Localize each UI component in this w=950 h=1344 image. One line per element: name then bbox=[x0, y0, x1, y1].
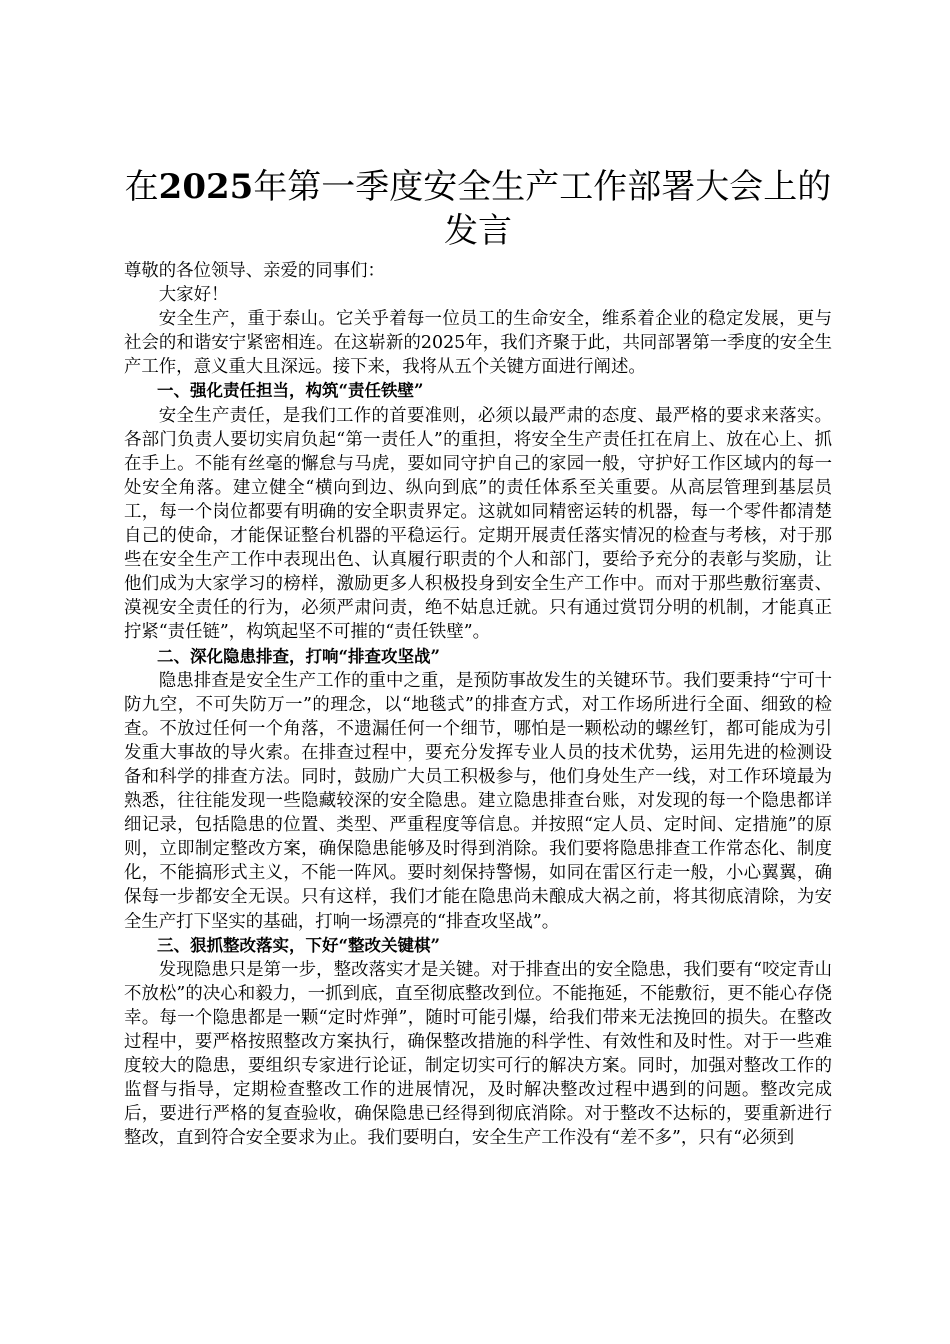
document-title bbox=[124, 165, 832, 253]
intro-paragraph: 安全生产，重于泰山。它关乎着每一位员工的生命安全，维系着企业的稳定发展，更与社会的和谐安宁紧密相连。在这崭新的2025年，我们齐聚于此，共同部署第一季度的安全生产工作，意义重大且深远。接下来，我将从五个关键方面进行阐述。 bbox=[124, 309, 832, 378]
section-heading-3: 三、狠抓整改落实，下好“整改关键棋” bbox=[157, 935, 440, 955]
document-page bbox=[124, 165, 832, 1150]
section-body-1: 安全生产责任，是我们工作的首要准则，必须以最严肃的态度、最严格的要求来落实。各部门负责人要切实肩负起“第一责任人”的重担，将安全生产责任扛在肩上、放在心上、抓在手上。不能有丝毫的懈怠与马虎，要如同守护自己的家园一般，守护好工作区域内的每一处安全角落。建立健全“横向到边、纵向到底”的责任体系至关重要。从高层管理到基层员工，每一个岗位都要有明确的安全职责界定。这就如同精密运转的机器，每一个零件都清楚自己的使命，才能保证整台机器的平稳运行。定期开展责任落实情况的检查与考核，对于那些在安全生产工作中表现出色、认真履行职责的个人和部门，要给予充分的表彰与奖励，让他们成为大家学习的榜样，激励更多人积极投身到安全生产工作中。而对于那些敷衍塞责、漠视安全责任的行为，必须严肃问责，绝不姑息迁就。只有通过赏罚分明的机制，才能真正拧紧“责任链”，构筑起坚不可摧的“责任铁壁”。 bbox=[124, 405, 832, 643]
section-body-2: 隐患排查是安全生产工作的重中之重，是预防事故发生的关键环节。我们要秉持“宁可十防九空，不可失防万一”的理念，以“地毯式”的排查方式，对工作场所进行全面、细致的检查。不放过任何一个角落，不遗漏任何一个细节，哪怕是一颗松动的螺丝钉，都可能成为引发重大事故的导火索。在排查过程中，要充分发挥专业人员的技术优势，运用先进的检测设备和科学的排查方法。同时，鼓励广大员工积极参与，他们身处生产一线，对工作环境最为熟悉，往往能发现一些隐藏较深的安全隐患。建立隐患排查台账，对发现的每一个隐患都详细记录，包括隐患的位置、类型、严重程度等信息。并按照“定人员、定时间、定措施”的原则，立即制定整改方案，确保隐患能够及时得到消除。我们要将隐患排查工作常态化、制度化，不能搞形式主义，不能一阵风。要时刻保持警惕，如同在雷区行走一般，小心翼翼，确保每一步都安全无误。只有这样，我们才能在隐患尚未酿成大祸之前，将其彻底清除，为安全生产打下坚实的基础，打响一场漂亮的“排查攻坚战”。 bbox=[124, 670, 832, 932]
title-prefix: 在 bbox=[124, 167, 159, 207]
salutation: 尊敬的各位领导、亲爱的同事们： bbox=[124, 261, 385, 281]
section-heading-1: 一、强化责任担当，构筑“责任铁壁” bbox=[157, 381, 424, 401]
section-heading-2: 二、深化隐患排查，打响“排查攻坚战” bbox=[157, 646, 440, 666]
document-body bbox=[124, 259, 832, 1150]
section-body-3: 发现隐患只是第一步，整改落实才是关键。对于排查出的安全隐患，我们要有“咬定青山不放松”的决心和毅力，一抓到底，直至彻底整改到位。不能拖延，不能敷衍，更不能心存侥幸。每一个隐患都是一颗“定时炸弹”，随时可能引爆，给我们带来无法挽回的损失。在整改过程中，要严格按照整改方案执行，确保整改措施的科学性、有效性和及时性。对于一些难度较大的隐患，要组织专家进行论证，制定切实可行的解决方案。同时，加强对整改工作的监督与指导，定期检查整改工作的进展情况，及时解决整改过程中遇到的问题。整改完成后，要进行严格的复查验收，确保隐患已经得到彻底消除。对于整改不达标的，要重新进行整改，直到符合安全要求为止。我们要明白，安全生产工作没有“差不多”，只有“必须到 bbox=[124, 959, 832, 1149]
greeting: 大家好！ bbox=[158, 285, 229, 306]
title-suffix: 年第一季度安全生产工作部署大会上的发言 bbox=[253, 167, 832, 251]
title-year: 2025 bbox=[158, 167, 254, 207]
